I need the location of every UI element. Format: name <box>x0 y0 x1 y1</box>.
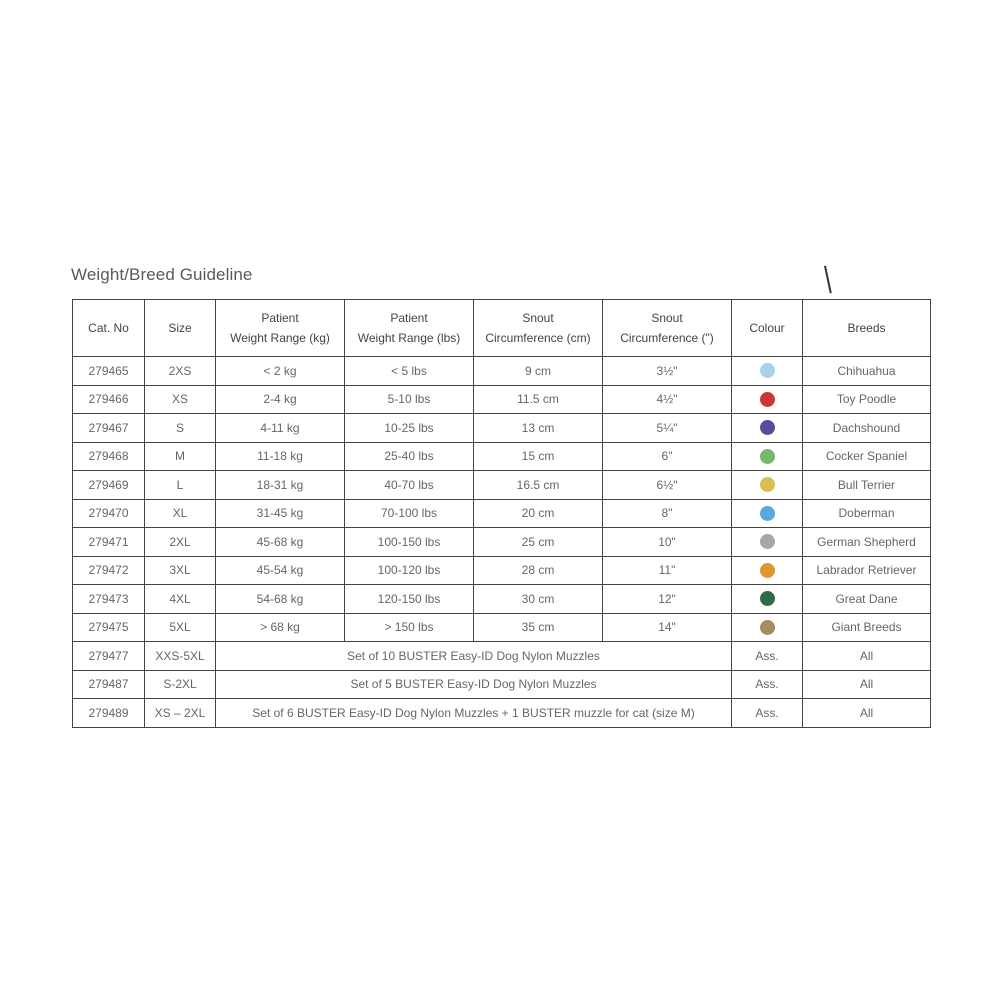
cell-size: XXS-5XL <box>145 642 216 671</box>
cell-weight-kg: > 68 kg <box>216 613 345 642</box>
cell-cat-no: 279473 <box>73 585 145 614</box>
table-row <box>73 613 931 642</box>
cell-weight-lbs: 5-10 lbs <box>345 385 474 414</box>
cell-cat-no: 279465 <box>73 357 145 386</box>
set-row <box>73 699 931 728</box>
cell-colour: Ass. <box>732 642 803 671</box>
cell-cat-no: 279472 <box>73 556 145 585</box>
colour-swatch <box>760 420 775 435</box>
cell-snout-cm: 28 cm <box>474 556 603 585</box>
header-weight-kg <box>216 300 345 357</box>
header-weight-kg-line2: Weight Range (kg) <box>230 331 330 345</box>
cell-size: 4XL <box>145 585 216 614</box>
cell-colour <box>732 414 803 443</box>
header-size: Size <box>145 300 216 357</box>
cell-breed: Cocker Spaniel <box>803 442 931 471</box>
colour-swatch <box>760 591 775 606</box>
cell-cat-no: 279475 <box>73 613 145 642</box>
cell-set-description: Set of 6 BUSTER Easy-ID Dog Nylon Muzzles + 1 BUSTER muzzle for cat (size M) <box>216 699 732 728</box>
cell-weight-lbs: 100-120 lbs <box>345 556 474 585</box>
header-weight-kg-line1: Patient <box>261 311 299 325</box>
cell-weight-kg: 31-45 kg <box>216 499 345 528</box>
cell-weight-lbs: 120-150 lbs <box>345 585 474 614</box>
header-cat-no: Cat. No <box>73 300 145 357</box>
header-breeds: Breeds <box>803 300 931 357</box>
cell-colour <box>732 471 803 500</box>
header-snout-in-line1: Snout <box>651 311 683 325</box>
cell-weight-kg: 11-18 kg <box>216 442 345 471</box>
cell-size: L <box>145 471 216 500</box>
cell-snout-cm: 9 cm <box>474 357 603 386</box>
header-weight-lbs-line2: Weight Range (lbs) <box>357 331 461 345</box>
cell-breed: Giant Breeds <box>803 613 931 642</box>
cell-weight-kg: 4-11 kg <box>216 414 345 443</box>
table-row <box>73 528 931 557</box>
cell-cat-no: 279487 <box>73 670 145 699</box>
cell-breed: Doberman <box>803 499 931 528</box>
cell-cat-no: 279468 <box>73 442 145 471</box>
header-snout-in <box>603 300 732 357</box>
cell-breed: German Shepherd <box>803 528 931 557</box>
cell-cat-no: 279477 <box>73 642 145 671</box>
table-row <box>73 471 931 500</box>
cell-snout-in: 10" <box>603 528 732 557</box>
page-title: Weight/Breed Guideline <box>71 265 253 284</box>
table-row <box>73 499 931 528</box>
colour-swatch <box>760 506 775 521</box>
cell-colour <box>732 357 803 386</box>
header-snout-cm-line2: Circumference (cm) <box>485 331 591 345</box>
set-row <box>73 642 931 671</box>
cell-weight-kg: 54-68 kg <box>216 585 345 614</box>
cell-colour <box>732 528 803 557</box>
cell-snout-cm: 11.5 cm <box>474 385 603 414</box>
cell-size: 3XL <box>145 556 216 585</box>
cell-cat-no: 279466 <box>73 385 145 414</box>
cell-size: XL <box>145 499 216 528</box>
table-row <box>73 414 931 443</box>
cell-cat-no: 279470 <box>73 499 145 528</box>
cell-weight-lbs: 25-40 lbs <box>345 442 474 471</box>
cell-snout-cm: 15 cm <box>474 442 603 471</box>
cell-cat-no: 279489 <box>73 699 145 728</box>
cell-snout-cm: 20 cm <box>474 499 603 528</box>
cell-breed: All <box>803 699 931 728</box>
cell-weight-lbs: 100-150 lbs <box>345 528 474 557</box>
cell-breed: All <box>803 670 931 699</box>
weight-breed-table <box>72 299 931 728</box>
cell-weight-kg: < 2 kg <box>216 357 345 386</box>
cell-weight-kg: 45-54 kg <box>216 556 345 585</box>
colour-swatch <box>760 449 775 464</box>
cell-colour <box>732 585 803 614</box>
cell-snout-in: 12" <box>603 585 732 614</box>
cell-colour <box>732 442 803 471</box>
header-colour: Colour <box>732 300 803 357</box>
table-row <box>73 442 931 471</box>
table-row <box>73 585 931 614</box>
header-snout-cm-line1: Snout <box>522 311 554 325</box>
cell-breed: Labrador Retriever <box>803 556 931 585</box>
cell-weight-kg: 18-31 kg <box>216 471 345 500</box>
table-row <box>73 357 931 386</box>
cell-snout-in: 11" <box>603 556 732 585</box>
cell-size: XS – 2XL <box>145 699 216 728</box>
cell-snout-cm: 35 cm <box>474 613 603 642</box>
cell-snout-cm: 13 cm <box>474 414 603 443</box>
header-row <box>73 300 931 357</box>
cell-size: M <box>145 442 216 471</box>
cell-snout-cm: 30 cm <box>474 585 603 614</box>
colour-swatch <box>760 363 775 378</box>
cell-size: 5XL <box>145 613 216 642</box>
colour-swatch <box>760 620 775 635</box>
header-weight-lbs <box>345 300 474 357</box>
header-snout-cm <box>474 300 603 357</box>
colour-swatch <box>760 534 775 549</box>
cell-weight-lbs: 40-70 lbs <box>345 471 474 500</box>
colour-swatch <box>760 392 775 407</box>
header-weight-lbs-line1: Patient <box>390 311 428 325</box>
colour-swatch <box>760 563 775 578</box>
cell-weight-lbs: > 150 lbs <box>345 613 474 642</box>
cell-cat-no: 279471 <box>73 528 145 557</box>
table-row <box>73 556 931 585</box>
cell-snout-in: 4½" <box>603 385 732 414</box>
cell-breed: Great Dane <box>803 585 931 614</box>
cell-breed: Toy Poodle <box>803 385 931 414</box>
cell-breed: All <box>803 642 931 671</box>
cell-size: XS <box>145 385 216 414</box>
cell-colour <box>732 499 803 528</box>
cell-size: 2XS <box>145 357 216 386</box>
cell-snout-in: 6" <box>603 442 732 471</box>
cell-snout-in: 5¼" <box>603 414 732 443</box>
cell-breed: Dachshound <box>803 414 931 443</box>
cell-set-description: Set of 10 BUSTER Easy-ID Dog Nylon Muzzles <box>216 642 732 671</box>
cell-size: S-2XL <box>145 670 216 699</box>
cell-colour: Ass. <box>732 670 803 699</box>
cell-snout-in: 6½" <box>603 471 732 500</box>
cell-colour: Ass. <box>732 699 803 728</box>
cell-snout-in: 14" <box>603 613 732 642</box>
cell-weight-kg: 2-4 kg <box>216 385 345 414</box>
header-snout-in-line2: Circumference (") <box>620 331 714 345</box>
table-row <box>73 385 931 414</box>
cell-colour <box>732 556 803 585</box>
cell-breed: Chihuahua <box>803 357 931 386</box>
colour-swatch <box>760 477 775 492</box>
set-row <box>73 670 931 699</box>
cell-set-description: Set of 5 BUSTER Easy-ID Dog Nylon Muzzles <box>216 670 732 699</box>
cell-weight-lbs: < 5 lbs <box>345 357 474 386</box>
pen-mark <box>824 266 832 294</box>
cell-snout-in: 8" <box>603 499 732 528</box>
cell-snout-cm: 16.5 cm <box>474 471 603 500</box>
cell-weight-kg: 45-68 kg <box>216 528 345 557</box>
cell-breed: Bull Terrier <box>803 471 931 500</box>
cell-size: 2XL <box>145 528 216 557</box>
cell-size: S <box>145 414 216 443</box>
cell-weight-lbs: 10-25 lbs <box>345 414 474 443</box>
cell-colour <box>732 613 803 642</box>
cell-snout-in: 3½" <box>603 357 732 386</box>
cell-snout-cm: 25 cm <box>474 528 603 557</box>
cell-colour <box>732 385 803 414</box>
cell-cat-no: 279469 <box>73 471 145 500</box>
cell-cat-no: 279467 <box>73 414 145 443</box>
cell-weight-lbs: 70-100 lbs <box>345 499 474 528</box>
